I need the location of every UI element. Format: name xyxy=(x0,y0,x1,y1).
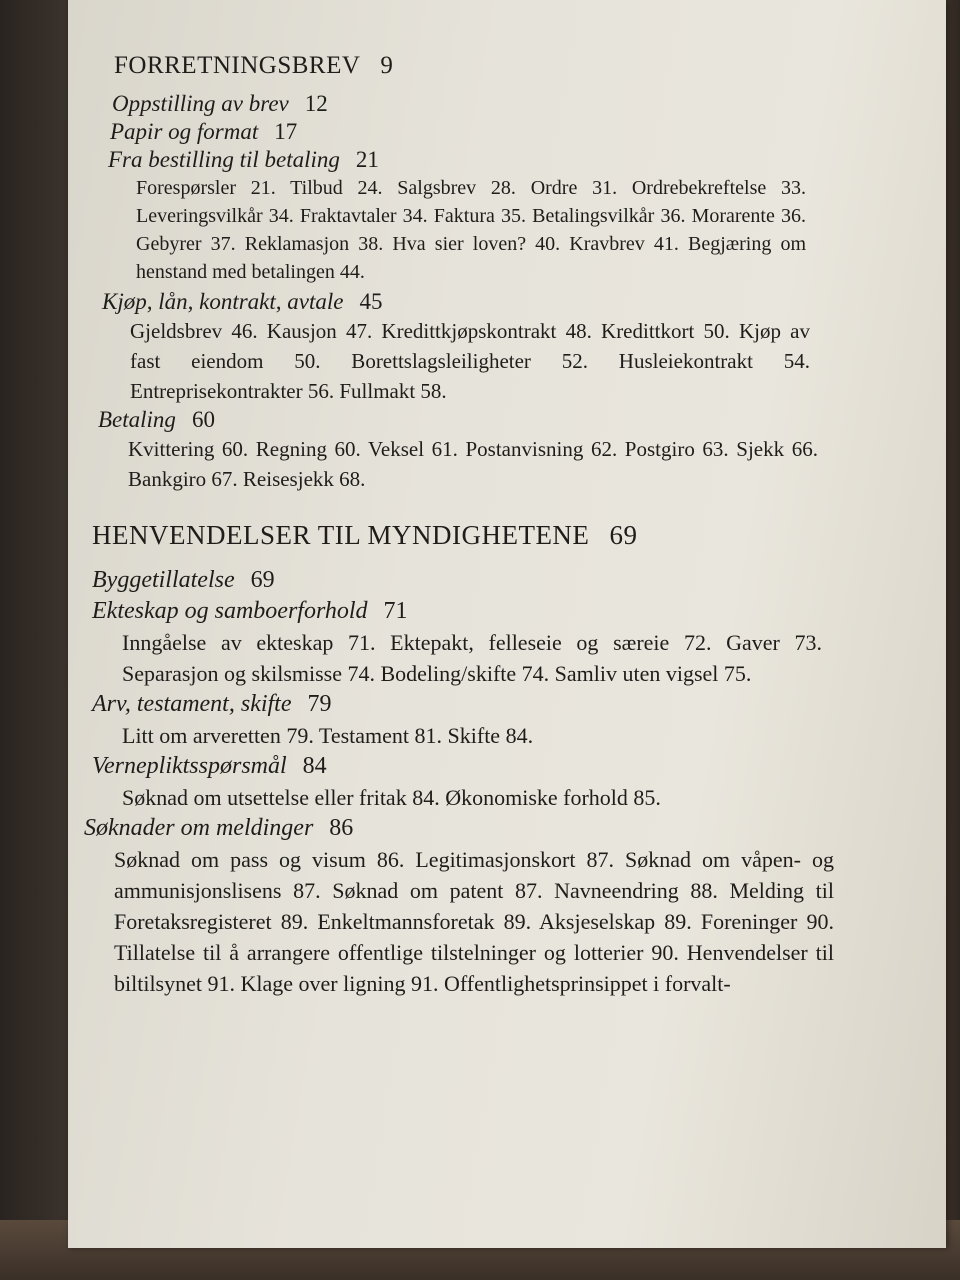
toc-entry-title xyxy=(98,406,832,434)
entry-page-number: 60 xyxy=(191,407,215,432)
entry-title-text: Betaling xyxy=(98,407,176,432)
entry-page-number: 86 xyxy=(329,815,354,841)
section-title xyxy=(114,52,832,80)
entry-title-text: Søknader om meldinger xyxy=(84,815,314,841)
entry-title-text: Oppstilling av brev xyxy=(112,91,289,116)
section-title-text: HENVENDELSER TIL MYNDIGHETENE xyxy=(92,520,590,550)
section-title xyxy=(92,520,832,551)
entry-title-text: Fra bestilling til betaling xyxy=(108,147,340,172)
entry-page-number: 84 xyxy=(302,753,327,779)
background-left xyxy=(0,0,70,1280)
entry-page-number: 79 xyxy=(307,691,332,717)
toc-entry-title xyxy=(92,596,832,627)
entry-page-number: 17 xyxy=(274,119,298,144)
entry-title-text: Arv, testament, skifte xyxy=(92,691,292,717)
section-title-text: FORRETNINGSBREV xyxy=(114,52,361,79)
toc-entry-body: Kvittering 60. Regning 60. Veksel 61. Postanvisning 62. Postgiro 63. Sjekk 66. Bankgiro 67. Reisesjekk 68. xyxy=(128,437,818,491)
entry-title-text: Ekteskap og samboerforhold xyxy=(92,598,368,624)
toc-entry-title xyxy=(102,288,832,316)
entry-title-text: Kjøp, lån, kontrakt, avtale xyxy=(102,289,344,314)
entry-page-number: 45 xyxy=(359,289,383,314)
entry-page-number: 21 xyxy=(355,147,379,172)
section-forretningsbrev xyxy=(92,52,832,494)
entry-page-number: 69 xyxy=(250,567,275,593)
entry-page-number: 71 xyxy=(383,598,408,624)
toc-entry-title xyxy=(84,813,832,844)
book-page xyxy=(68,0,946,1248)
section-page-number: 9 xyxy=(380,52,394,79)
entry-title-text: Vernepliktsspørsmål xyxy=(92,753,287,779)
section-henvendelser xyxy=(84,520,834,999)
toc-entry-body: Gjeldsbrev 46. Kausjon 47. Kredittkjøpskontrakt 48. Kredittkort 50. Kjøp av fast eiendom 50. Borettslagsleiligheter 52. Husleiekontrakt 54. Entreprisekontrakter 56. Fullmakt 58. xyxy=(130,319,810,403)
table-of-contents xyxy=(84,52,834,999)
entry-page-number: 12 xyxy=(304,91,328,116)
toc-entry-title xyxy=(92,751,832,782)
toc-entry-title xyxy=(112,90,832,118)
toc-entry-title xyxy=(110,118,832,146)
section-page-number: 69 xyxy=(609,520,638,550)
toc-entry-body: Inngåelse av ekteskap 71. Ektepakt, felleseie og særeie 72. Gaver 73. Separasjon og skilsmisse 74. Bodeling/skifte 74. Samliv uten vigsel 75. xyxy=(122,630,822,686)
toc-entry-body: Forespørsler 21. Tilbud 24. Salgsbrev 28. Ordre 31. Ordrebekreftelse 33. Leveringsvilkår 34. Fraktavtaler 34. Faktura 35. Betalingsvilkår 36. Morarente 36. Gebyrer 37. Reklamasjon 38. Hva sier loven? 40. Kravbrev 41. Begjæring om henstand med betalingen 44. xyxy=(136,177,806,283)
toc-entry-title xyxy=(92,689,832,720)
entry-title-text: Papir og format xyxy=(110,119,259,144)
toc-entry-body: Litt om arveretten 79. Testament 81. Skifte 84. xyxy=(122,723,534,748)
entry-title-text: Byggetillatelse xyxy=(92,567,235,593)
toc-entry-body: Søknad om utsettelse eller fritak 84. Økonomiske forhold 85. xyxy=(122,785,661,810)
toc-entry-title xyxy=(92,565,832,596)
toc-entry-title xyxy=(108,146,832,174)
toc-entry-body: Søknad om pass og visum 86. Legitimasjonskort 87. Søknad om våpen- og ammunisjonslisens 87. Søknad om patent 87. Navneendring 88. Melding til Foretaksregisteret 89. Enkeltmannsforetak 89. Aksjeselskap 89. Foreninger 90. Tillatelse til å arrangere offentlige tilstelninger og lotterier 90. Henvendelser til biltilsynet 91. Klage over ligning 91. Offentlighetsprinsippet i forvalt- xyxy=(114,847,834,996)
